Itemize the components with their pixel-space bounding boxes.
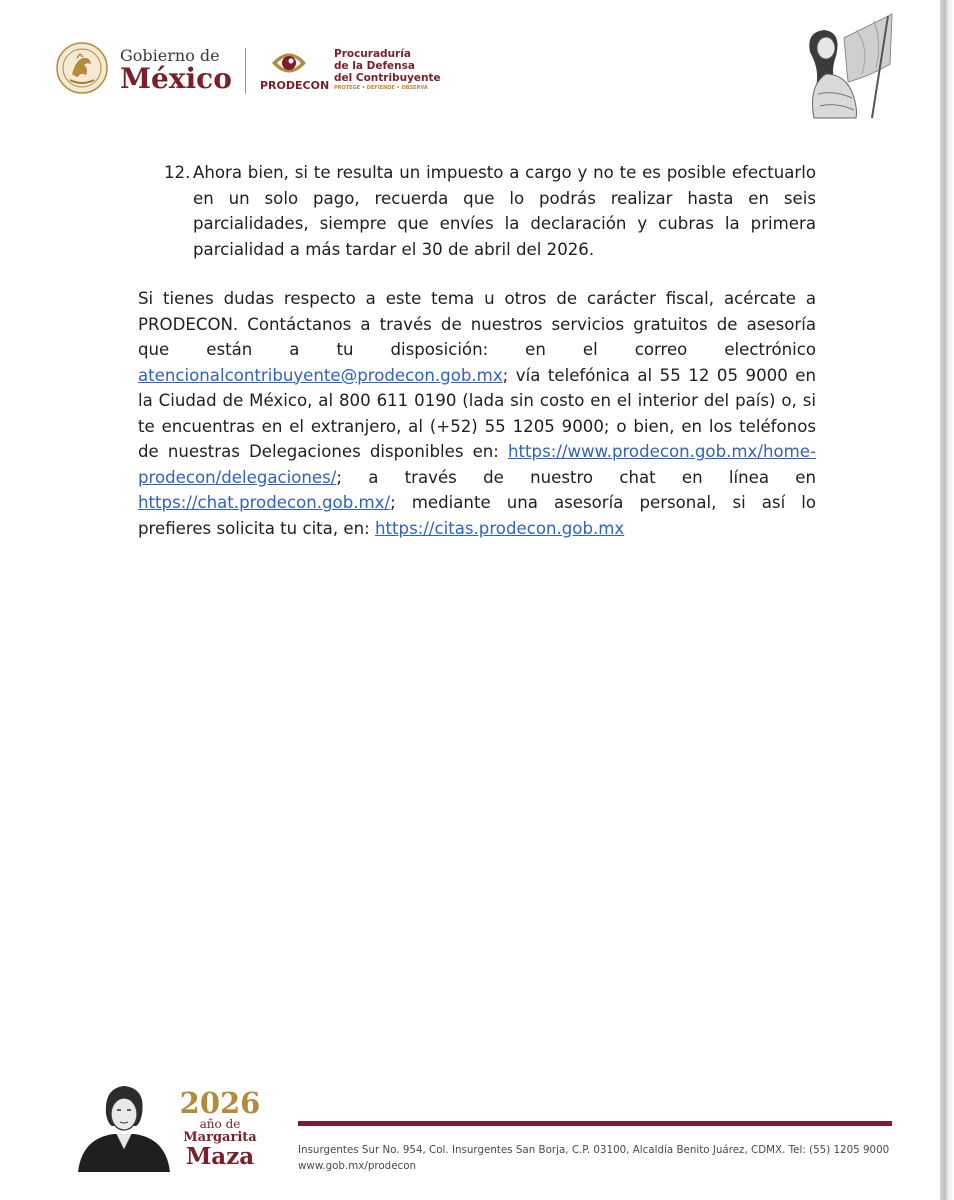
item-number: 12.: [164, 163, 191, 182]
prodecon-tagline: PROTEGE • DEFIENDE • OBSERVA: [334, 85, 428, 91]
mexico-label: México: [120, 62, 232, 95]
email-link[interactable]: atencionalcontribuyente@prodecon.gob.mx: [138, 365, 503, 385]
contact-paragraph: [138, 286, 816, 541]
prodecon-name-line1: Procuraduría: [334, 48, 411, 60]
prodecon-emblem-icon: [268, 46, 310, 80]
chat-link[interactable]: https://chat.prodecon.gob.mx/: [138, 493, 391, 512]
item-text: Ahora bien, si te resulta un impuesto a cargo y no te es posible efectuarlo en un solo pago, recuerda que lo podrás realizar hasta en seis parcialidades, siempre que envíes la declaración y cubras la primera parcialidad a más tardar el 30 de abril del 2026.: [193, 163, 816, 259]
header-divider: [245, 48, 246, 94]
prodecon-name-line2: de la Defensa: [334, 60, 415, 72]
gobierno-de-mexico-logo: [56, 40, 236, 98]
year-name-last: Maza: [185, 1143, 255, 1170]
contact-text-4: ; mediante una asesoría personal, si así lo prefieres solicita tu cita, en:: [138, 493, 816, 538]
margarita-maza-portrait: [76, 1080, 172, 1172]
year-number: 2026: [179, 1086, 261, 1120]
prodecon-name-line3: del Contribuyente: [334, 72, 441, 84]
contact-text-2: ; vía telefónica al 55 12 05 9000 en la Ciudad de México, al 800 611 0190 (lada sin costo en el interior del país) o, si te encuentras en el extranjero, al (+52) 55 1205 9000; o bien, en los teléfonos de nuestras Delegaciones disponibles en:: [138, 365, 816, 461]
footer-address-block: [298, 1142, 889, 1174]
footer-rule: [298, 1121, 892, 1126]
delegaciones-link[interactable]: https://www.prodecon.gob.mx/home-prodecon/delegaciones/: [138, 442, 816, 487]
footer-website: www.gob.mx/prodecon: [298, 1160, 417, 1172]
heroine-with-flag-illustration: [796, 12, 896, 120]
prodecon-logo: [258, 46, 448, 94]
contact-text-3: ; a través de nuestro chat en línea en: [336, 467, 816, 487]
citas-link[interactable]: https://citas.prodecon.gob.mx: [375, 518, 625, 538]
page-edge-shadow: [940, 0, 954, 1200]
numbered-item-12: [138, 160, 816, 262]
footer-address: Insurgentes Sur No. 954, Col. Insurgentes San Borja, C.P. 03100, Alcaldía Benito Juárez, CDMX. Tel: (55) 1205 9000: [298, 1144, 890, 1156]
contact-text-1: Si tienes dudas respecto a este tema u otros de carácter fiscal, acércate a PRODECON. Contáctanos a través de nuestros servicios gratuitos de asesoría que están a tu disposición: en el correo electrónico: [138, 289, 816, 359]
gobierno-label: Gobierno de: [120, 46, 220, 65]
national-seal-icon: [56, 42, 108, 94]
prodecon-wordmark: PRODECON: [260, 79, 330, 92]
year-subtitle: año de: [199, 1117, 241, 1131]
document-body: [138, 160, 816, 541]
year-name-first: Margarita: [183, 1130, 257, 1145]
year-of-margarita-maza-logo: [175, 1088, 265, 1169]
